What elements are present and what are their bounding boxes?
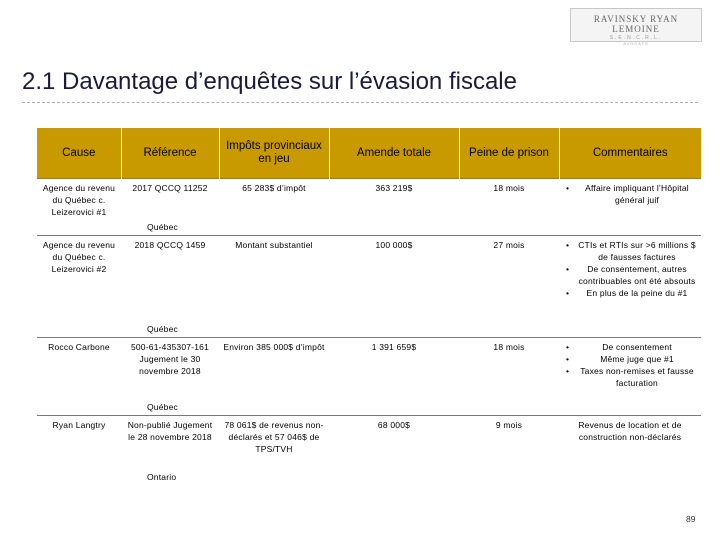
cell-fine: 1 391 659$ (329, 338, 459, 416)
comments-list (562, 182, 698, 206)
cell-taxes: 78 061$ de revenus non-déclarés et 57 046$ de TPS/TVH (219, 416, 329, 486)
jurisdiction: Québec (147, 402, 178, 412)
firm-logo (570, 8, 702, 46)
logo-suffix: S.E.N.C.R.L. (609, 35, 663, 41)
cell-reference (121, 236, 219, 338)
cell-comments (559, 338, 701, 416)
header-taxes: Impôts provinciaux en jeu (219, 128, 329, 179)
header-reference: Référence (121, 128, 219, 179)
header-fine: Amende totale (329, 128, 459, 179)
cell-cause: Ryan Langtry (37, 416, 121, 486)
cell-comments (559, 236, 701, 338)
jurisdiction: Ontario (147, 472, 177, 482)
cell-taxes: Montant substantiel (219, 236, 329, 338)
cell-taxes: Environ 385 000$ d’impôt (219, 338, 329, 416)
cell-reference (121, 338, 219, 416)
cell-fine: 100 000$ (329, 236, 459, 338)
comment-item: • En plus de la peine du #1 (576, 287, 698, 299)
cell-taxes: 65 283$ d’impôt (219, 179, 329, 236)
cases-table (37, 128, 701, 485)
page-number: 89 (686, 514, 696, 524)
header-cause: Cause (37, 128, 121, 179)
slide-title: 2.1 Davantage d’enquêtes sur l’évasion fiscale (22, 68, 517, 95)
jurisdiction: Québec (147, 222, 178, 232)
reference-text: Non-publié Jugement le 28 novembre 2018 (127, 420, 213, 442)
cell-prison: 27 mois (459, 236, 559, 338)
cell-prison: 18 mois (459, 179, 559, 236)
cell-comments: Revenus de location et de construction non-déclarés (559, 416, 701, 486)
title-divider (22, 102, 698, 103)
header-prison: Peine de prison (459, 128, 559, 179)
table-row (37, 179, 701, 236)
cell-cause: Agence du revenu du Québec c. Leizerovici #1 (37, 179, 121, 236)
cell-cause: Agence du revenu du Québec c. Leizerovici #2 (37, 236, 121, 338)
comment-item: • CTIs et RTIs sur >6 millions $ de fausses factures (576, 239, 698, 263)
table-row (37, 416, 701, 486)
logo-subtitle: AVOCATS (623, 41, 649, 46)
comments-list (562, 239, 698, 299)
cell-prison: 18 mois (459, 338, 559, 416)
cell-cause: Rocco Carbone (37, 338, 121, 416)
cell-reference (121, 416, 219, 486)
reference-text: 2017 QCCQ 11252 (132, 183, 208, 193)
header-comments: Commentaires (559, 128, 701, 179)
comment-item: • Même juge que #1 (576, 353, 698, 365)
cell-reference (121, 179, 219, 236)
cell-fine: 363 219$ (329, 179, 459, 236)
table-header-row (37, 128, 701, 179)
logo-name: RAVINSKY RYAN LEMOINE (593, 14, 679, 34)
cell-prison: 9 mois (459, 416, 559, 486)
cell-comments (559, 179, 701, 236)
cell-fine: 68 000$ (329, 416, 459, 486)
jurisdiction: Québec (147, 324, 178, 334)
comment-item: • De consentement, autres contribuables ont été absouts (576, 263, 698, 287)
comment-item: • Taxes non-remises et fausse facturation (576, 365, 698, 389)
comment-item: • Affaire impliquant l’Hôpital général juif (576, 182, 698, 206)
reference-text: 2018 QCCQ 1459 (134, 240, 206, 250)
comments-list (562, 341, 698, 389)
reference-text: 500-61-435307-161 Jugement le 30 novembre 2018 (130, 342, 210, 376)
comment-item: • De consentement (576, 341, 698, 353)
table-row (37, 236, 701, 338)
table-row (37, 338, 701, 416)
